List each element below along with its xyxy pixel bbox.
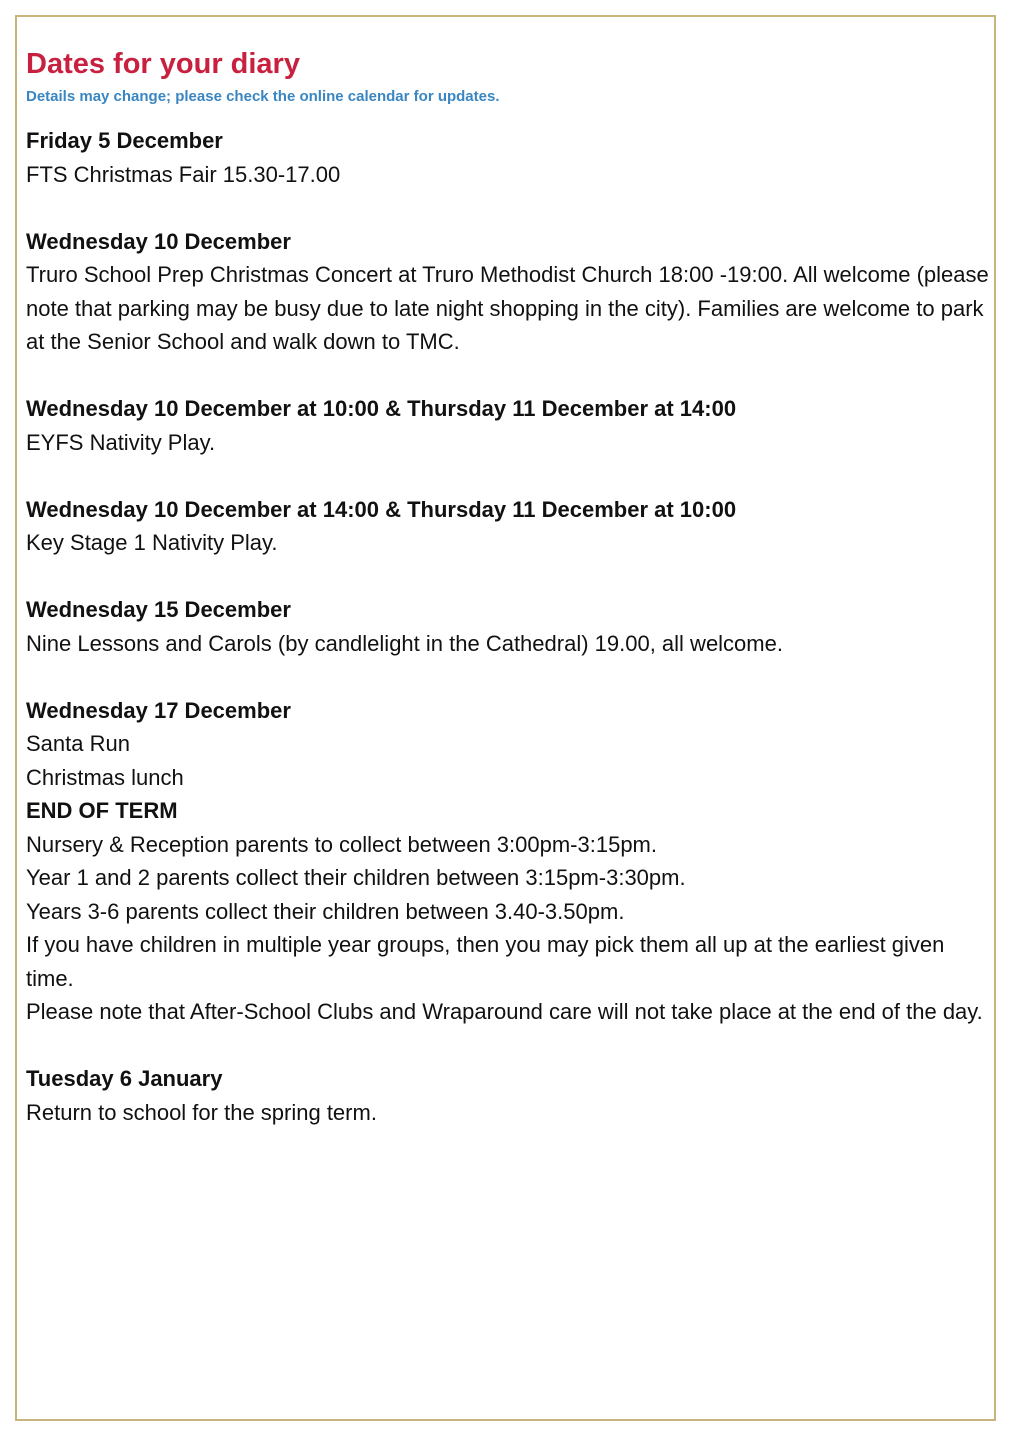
event-detail: Please note that After-School Clubs and Wraparound care will not take place at the end of the day. xyxy=(26,999,983,1024)
event-fts-christmas-fair xyxy=(26,124,998,191)
event-date: Wednesday 10 December at 10:00 & Thursday 11 December at 14:00 xyxy=(26,396,737,421)
event-detail: Truro School Prep Christmas Concert at Truro Methodist Church 18:00 -19:00. All welcome (please note that parking may be busy due to late night shopping in the city). Families are welcome to park at the Senior School and walk down to TMC. xyxy=(26,262,989,354)
event-detail: If you have children in multiple year groups, then you may pick them all up at the earliest given time. xyxy=(26,932,945,991)
event-detail: Return to school for the spring term. xyxy=(26,1099,377,1125)
event-spring-term-return xyxy=(26,1062,998,1129)
event-eyfs-nativity xyxy=(26,392,998,459)
event-detail: FTS Christmas Fair 15.30-17.00 xyxy=(26,161,341,187)
page-subtitle: Details may change; please check the online calendar for updates. xyxy=(26,88,500,105)
event-detail: Key Stage 1 Nativity Play. xyxy=(26,530,278,555)
event-detail: Nursery & Reception parents to collect between 3:00pm-3:15pm. xyxy=(26,831,657,857)
event-date: Wednesday 10 December at 14:00 & Thursday 11 December at 10:00 xyxy=(26,496,737,522)
event-detail: Santa Run xyxy=(26,731,130,756)
event-date: Wednesday 15 December xyxy=(26,597,291,622)
event-end-of-term xyxy=(26,694,998,1029)
end-of-term-heading: END OF TERM xyxy=(26,798,178,823)
event-ks1-nativity xyxy=(26,493,998,560)
diary-content xyxy=(26,45,998,1163)
event-christmas-concert xyxy=(26,225,998,359)
event-detail: Christmas lunch xyxy=(26,764,184,790)
event-detail: Nine Lessons and Carols (by candlelight in the Cathedral) 19.00, all welcome. xyxy=(26,630,783,656)
page-title: Dates for your diary xyxy=(26,48,300,80)
event-nine-lessons-carols xyxy=(26,593,998,660)
event-list xyxy=(26,124,998,1129)
event-date: Tuesday 6 January xyxy=(26,1066,223,1091)
event-date: Wednesday 10 December xyxy=(26,228,291,254)
event-detail: Years 3-6 parents collect their children between 3.40-3.50pm. xyxy=(26,898,625,924)
event-detail: EYFS Nativity Play. xyxy=(26,429,216,455)
event-date: Wednesday 17 December xyxy=(26,697,291,723)
event-date: Friday 5 December xyxy=(26,128,223,153)
event-detail: Year 1 and 2 parents collect their children between 3:15pm-3:30pm. xyxy=(26,865,686,890)
